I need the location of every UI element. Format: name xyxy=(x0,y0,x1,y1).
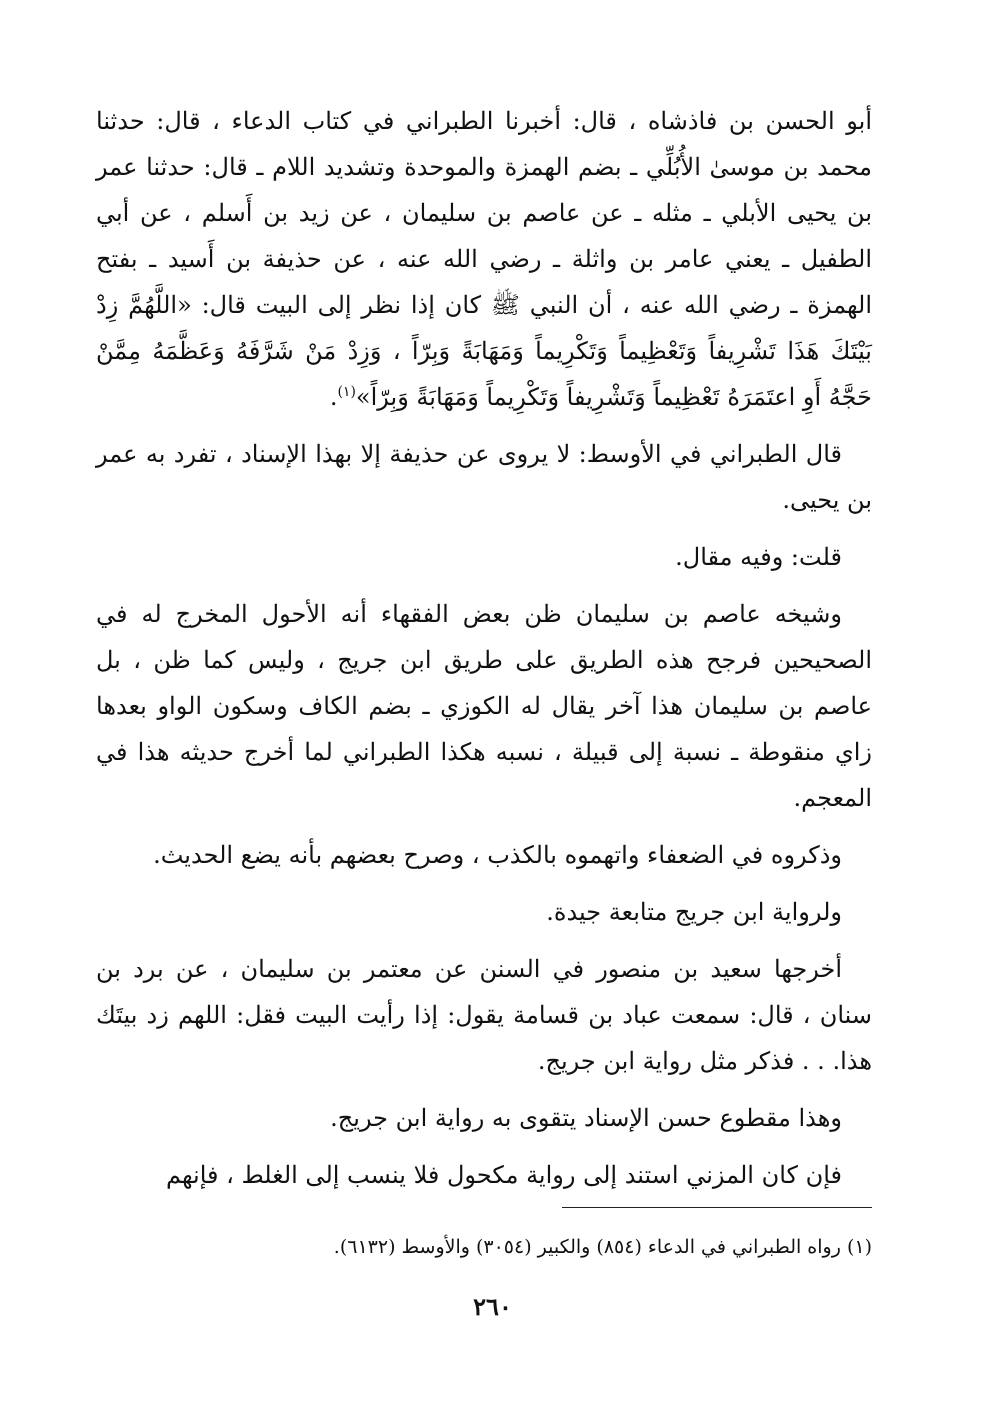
page-number: ٢٦٠ xyxy=(473,1292,512,1321)
footnote-text: رواه الطبراني في الدعاء (٨٥٤) والكبير (٣٠٥٤) والأوسط (٦١٣٢). xyxy=(333,1236,841,1258)
paragraph-tail: . xyxy=(329,383,338,411)
footnote xyxy=(96,1232,872,1262)
paragraph-hadith xyxy=(96,98,872,420)
paragraph-asim: وشيخه عاصم بن سليمان ظن بعض الفقهاء أنه الأحول المخرج له في الصحيحين فرجح هذه الطريق على طريق ابن جريج ، وليس كما ظن ، بل عاصم بن سليمان هذا آخر يقال له الكوزي ـ بضم الكاف وسكون الواو بعدها زاي منقوطة ـ نسبة إلى قبيلة ، نسبه هكذا الطبراني لما أخرج حديثه هذا في المعجم. xyxy=(96,600,872,812)
paragraph-muzani: فإن كان المزني استند إلى رواية مكحول فلا ينسب إلى الغلط ، فإنهم xyxy=(166,1161,842,1189)
paragraph-weak: وذكروه في الضعفاء واتهموه بالكذب ، وصرح بعضهم بأنه يضع الحديث. xyxy=(153,841,842,869)
footnote-divider xyxy=(562,1207,872,1208)
footnote-marker: (١) xyxy=(846,1236,872,1258)
footnote-reference[interactable]: (١) xyxy=(337,384,356,400)
paragraph-corroboration: ولرواية ابن جريج متابعة جيدة. xyxy=(546,898,842,926)
paragraph-tabarani-note: قال الطبراني في الأوسط: لا يروى عن حذيفة إلا بهذا الإسناد ، تفرد به عمر بن يحيى. xyxy=(96,440,872,514)
paragraph-maqtu: وهذا مقطوع حسن الإسناد يتقوى به رواية ابن جريج. xyxy=(330,1104,842,1132)
paragraph-comment: قلت: وفيه مقال. xyxy=(675,543,842,571)
paragraph-said-ibn-mansur: أخرجها سعيد بن منصور في السنن عن معتمر بن سليمان ، عن برد بن سنان ، قال: سمعت عباد بن قسامة يقول: إذا رأيت البيت فقل: اللهم زد بيتَك هذا. . . فذكر مثل رواية ابن جريج. xyxy=(96,955,872,1075)
paragraph-text: أبو الحسن بن فاذشاه ، قال: أخبرنا الطبراني في كتاب الدعاء ، قال: حدثنا محمد بن موسىٰ الأُبُلِّي ـ بضم الهمزة والموحدة وتشديد اللام ـ قال: حدثنا عمر بن يحيى الأبلي ـ مثله ـ عن عاصم بن سليمان ، عن زيد بن أَسلم ، عن أبي الطفيل ـ يعني عامر بن واثلة ـ رضي الله عنه ، عن حذيفة بن أَسيد ـ بفتح الهمزة ـ رضي الله عنه ، أن النبي ﷺ كان إذا نظر إلى البيت قال: «اللَّهُمَّ زِدْ بَيْتَكَ هَذَا تَشْرِيفاً وَتَعْظِيماً وَتَكْرِيماً وَمَهَابَةً وَبِرّاً ، وَزِدْ مَنْ شَرَّفَهُ وَعَظَّمَهُ مِمَّنْ حَجَّهُ أَوِ اعتَمَرَهُ تَعْظِيماً وَتَشْرِيفاً وَتَكْرِيماً وَمَهَابَةً وَبِرّاً» xyxy=(96,107,872,411)
main-text xyxy=(96,98,872,1209)
